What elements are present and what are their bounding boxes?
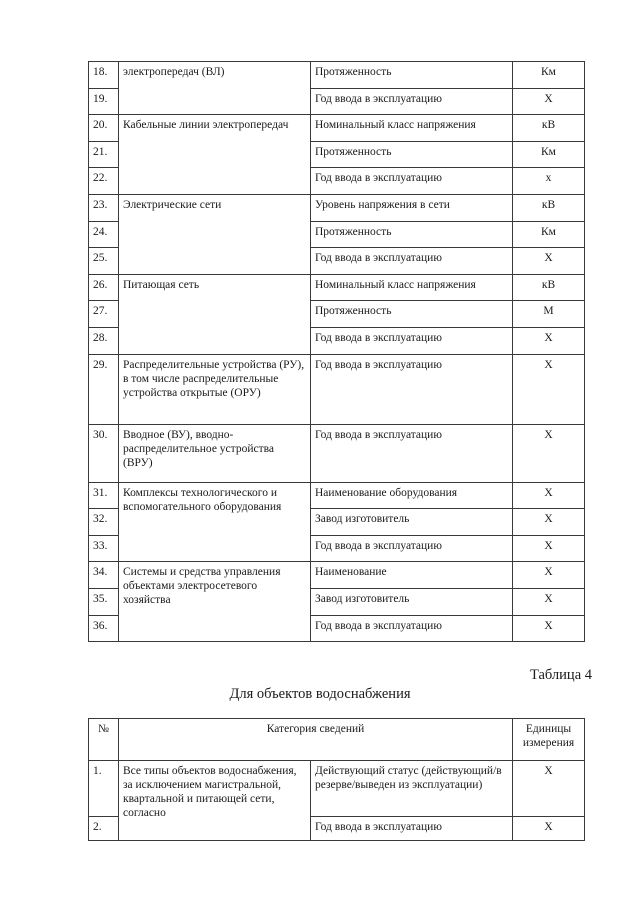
- table-row: [89, 354, 585, 424]
- attribute-cell: Действующий статус (действующий/в резерве/выведен из эксплуатации): [311, 761, 513, 817]
- row-number: 18.: [89, 62, 119, 89]
- header-category: Категория сведений: [119, 719, 513, 761]
- attribute-cell: Год ввода в эксплуатацию: [311, 248, 513, 275]
- category-cell: Кабельные линии электропередач: [119, 115, 311, 195]
- table-title: Для объектов водоснабжения: [229, 686, 411, 702]
- unit-cell: Х: [513, 615, 585, 642]
- unit-cell: Х: [513, 248, 585, 275]
- row-number: 24.: [89, 221, 119, 248]
- attribute-cell: Протяженность: [311, 62, 513, 89]
- unit-cell: х: [513, 168, 585, 195]
- attribute-cell: Год ввода в эксплуатацию: [311, 615, 513, 642]
- header-unit: Единицы измерения: [513, 719, 585, 761]
- table-number-label: Таблица 4: [529, 667, 592, 683]
- header-number: №: [89, 719, 119, 761]
- attribute-cell: Уровень напряжения в сети: [311, 194, 513, 221]
- attribute-cell: Год ввода в эксплуатацию: [311, 424, 513, 482]
- unit-cell: Х: [513, 509, 585, 536]
- category-cell: Все типы объектов водоснабжения, за исключением магистральной, квартальной и питающей сети, согласно: [119, 761, 311, 841]
- row-number: 30.: [89, 424, 119, 482]
- table-row: [89, 562, 585, 589]
- table-row: [89, 274, 585, 301]
- unit-cell: Х: [513, 354, 585, 424]
- attribute-cell: Протяженность: [311, 221, 513, 248]
- category-cell: Электрические сети: [119, 194, 311, 274]
- table-row: [89, 194, 585, 221]
- unit-cell: Км: [513, 62, 585, 89]
- unit-cell: М: [513, 301, 585, 328]
- unit-cell: Х: [513, 88, 585, 115]
- row-number: 23.: [89, 194, 119, 221]
- category-cell: Вводное (ВУ), вводно-распределительное устройства (ВРУ): [119, 424, 311, 482]
- attribute-cell: Год ввода в эксплуатацию: [311, 535, 513, 562]
- row-number: 28.: [89, 327, 119, 354]
- table-row: [89, 482, 585, 509]
- row-number: 34.: [89, 562, 119, 589]
- table-header-row: [89, 719, 585, 761]
- table-row: [89, 761, 585, 817]
- unit-cell: кВ: [513, 194, 585, 221]
- attribute-cell: Номинальный класс напряжения: [311, 115, 513, 142]
- category-cell: Комплексы технологического и вспомогательного оборудования: [119, 482, 311, 562]
- row-number: 19.: [89, 88, 119, 115]
- row-number: 33.: [89, 535, 119, 562]
- attribute-cell: Завод изготовитель: [311, 509, 513, 536]
- attribute-cell: Завод изготовитель: [311, 588, 513, 615]
- row-number: 2.: [89, 817, 119, 841]
- attribute-cell: Протяженность: [311, 301, 513, 328]
- category-cell: Системы и средства управления объектами электросетевого хозяйства: [119, 562, 311, 642]
- row-number: 20.: [89, 115, 119, 142]
- table-water-supply-objects: [88, 718, 585, 841]
- attribute-cell: Протяженность: [311, 141, 513, 168]
- row-number: 21.: [89, 141, 119, 168]
- category-cell: Распределительные устройства (РУ), в том числе распределительные устройства открытые (ОРУ): [119, 354, 311, 424]
- unit-cell: кВ: [513, 115, 585, 142]
- unit-cell: Х: [513, 482, 585, 509]
- row-number: 29.: [89, 354, 119, 424]
- attribute-cell: Наименование оборудования: [311, 482, 513, 509]
- attribute-cell: Год ввода в эксплуатацию: [311, 88, 513, 115]
- unit-cell: Х: [513, 817, 585, 841]
- attribute-cell: Год ввода в эксплуатацию: [311, 817, 513, 841]
- unit-cell: Х: [513, 588, 585, 615]
- row-number: 31.: [89, 482, 119, 509]
- table-row: [89, 424, 585, 482]
- unit-cell: кВ: [513, 274, 585, 301]
- unit-cell: Х: [513, 327, 585, 354]
- category-cell: Питающая сеть: [119, 274, 311, 354]
- unit-cell: Км: [513, 141, 585, 168]
- row-number: 36.: [89, 615, 119, 642]
- unit-cell: Х: [513, 761, 585, 817]
- row-number: 25.: [89, 248, 119, 275]
- attribute-cell: Номинальный класс напряжения: [311, 274, 513, 301]
- unit-cell: Х: [513, 562, 585, 589]
- unit-cell: Х: [513, 424, 585, 482]
- attribute-cell: Год ввода в эксплуатацию: [311, 354, 513, 424]
- row-number: 32.: [89, 509, 119, 536]
- row-number: 22.: [89, 168, 119, 195]
- attribute-cell: Год ввода в эксплуатацию: [311, 168, 513, 195]
- row-number: 1.: [89, 761, 119, 817]
- table-electric-grid-objects: [88, 61, 585, 642]
- table-row: [89, 62, 585, 89]
- attribute-cell: Наименование: [311, 562, 513, 589]
- row-number: 35.: [89, 588, 119, 615]
- unit-cell: Км: [513, 221, 585, 248]
- row-number: 27.: [89, 301, 119, 328]
- row-number: 26.: [89, 274, 119, 301]
- attribute-cell: Год ввода в эксплуатацию: [311, 327, 513, 354]
- table-row: [89, 115, 585, 142]
- unit-cell: Х: [513, 535, 585, 562]
- category-cell: электропередач (ВЛ): [119, 62, 311, 115]
